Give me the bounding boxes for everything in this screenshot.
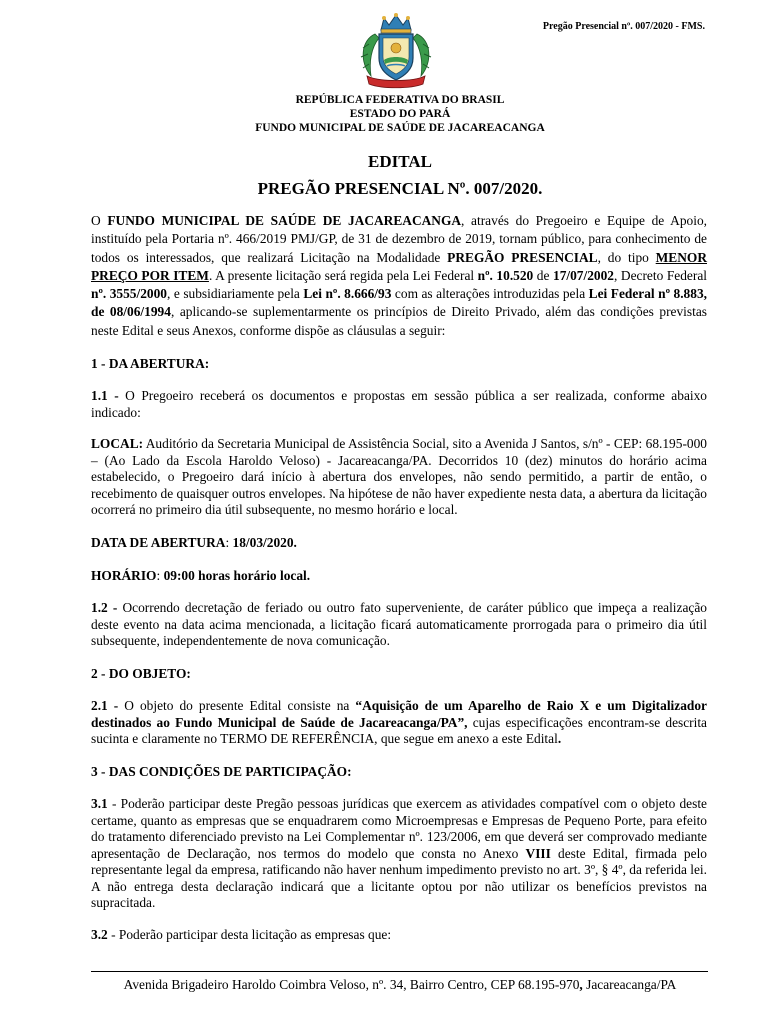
clause-text: . — [557, 731, 562, 747]
intro-text: , aplicando-se suplementarmente os princípios de Direito Privado, além das condições previstas neste Edital e seus Anexos, conforme dispõe as cláusulas a seguir: — [91, 304, 707, 338]
municipal-coat-of-arms-icon — [353, 10, 439, 90]
document-subtitle: PREGÃO PRESENCIAL Nº. 007/2020. — [257, 179, 543, 198]
document-title: EDITAL — [368, 152, 432, 171]
clause-2-1 — [91, 698, 707, 748]
intro-bid-type: MENOR PREÇO POR ITEM — [91, 249, 707, 283]
clause-label: 3.1 — [91, 796, 108, 812]
clause-text: cujas especificações encontram-se descrita sucinta e claramente no TERMO DE REFERÊNCIA, que segue em anexo a este Edital — [91, 714, 708, 747]
opening-date-value: 18/03/2020. — [232, 534, 297, 550]
footer-street: Avenida Brigadeiro Haroldo Coimbra Veloso, nº. 34, Bairro Centro, CEP 68.195-970 — [123, 977, 580, 992]
clause-1-2 — [91, 600, 707, 650]
intro-text: . A presente licitação será regida pela Lei Federal — [208, 267, 478, 283]
opening-time-label: HORÁRIO — [91, 568, 157, 584]
intro-text: , Decreto Federal — [614, 267, 707, 283]
issuer-state: ESTADO DO PARÁ — [349, 108, 451, 120]
separator: : — [225, 534, 233, 550]
clause-text: O Pregoeiro receberá os documentos e propostas em sessão pública a ser realizada, conforme abaixo indicado: — [91, 388, 708, 420]
annex-reference: VIII — [525, 845, 551, 861]
clause-text: Ocorrendo decretação de feriado ou outro fato superveniente, de caráter público que impeça a realização deste evento na data acima mencionada, a licitação ficará automaticamente prorrogada para o primeiro dia útil subsequente, independentemente de nova comunicação. — [91, 600, 708, 649]
section-3-heading: 3 - DAS CONDIÇÕES DE PARTICIPAÇÃO: — [91, 763, 352, 779]
opening-date — [91, 534, 707, 552]
intro-text: O — [91, 213, 108, 228]
section-2-heading: 2 - DO OBJETO: — [91, 665, 191, 681]
footer-city: Jacareacanga/PA — [586, 977, 677, 992]
clause-3-1 — [91, 796, 707, 912]
intro-law-number: nº. 10.520 — [477, 267, 534, 283]
clause-label: 2.1 - — [91, 698, 119, 714]
intro-decree: nº. 3555/2000 — [91, 286, 168, 302]
intro-paragraph — [91, 212, 707, 340]
section-1-heading: 1 - DA ABERTURA: — [91, 356, 210, 372]
clause-text: - Poderão participar deste Pregão pessoas jurídicas que exercem as atividades compatível com o objeto deste certame, quanto as empresas que se enquadrarem como Microempresas e Empresas de Pequeno Porte, para efeito do tratamento diferenciado previsto na Lei Complementar nº. 123/2006, em que deverá ser comprovado mediante apresentação de Declaração, nos termos do modelo que consta no Anexo — [91, 796, 707, 861]
clause-text: - Poderão participar desta licitação as empresas que: — [107, 926, 392, 942]
separator: , — [579, 977, 587, 992]
document-body — [91, 212, 707, 958]
clause-1-1 — [91, 388, 707, 421]
intro-law-8666: Lei nº. 8.666/93 — [303, 286, 392, 302]
intro-law-date: 17/07/2002 — [553, 267, 615, 283]
footer-address — [0, 977, 770, 993]
opening-time-value: 09:00 horas horário local. — [163, 568, 311, 584]
intro-text: com as alterações introduzidas pela — [391, 286, 589, 302]
clause-3-2 — [91, 927, 707, 944]
opening-date-label: DATA DE ABERTURA — [91, 534, 226, 550]
intro-modality: PREGÃO PRESENCIAL — [447, 249, 598, 265]
footer-divider — [91, 971, 708, 972]
running-header: Pregão Presencial nº. 007/2020 - FMS. — [542, 21, 705, 32]
local-paragraph — [91, 436, 707, 519]
intro-text: , e subsidiariamente pela — [167, 286, 304, 302]
intro-organization: FUNDO MUNICIPAL DE SAÚDE DE JACAREACANGA — [107, 213, 462, 228]
issuer-country: REPÚBLICA FEDERATIVA DO BRASIL — [295, 94, 505, 106]
issuer-block — [0, 93, 770, 135]
clause-label: 3.2 — [91, 926, 108, 942]
intro-law-8883: Lei Federal nº 8.883, de 08/06/1994 — [91, 286, 707, 320]
intro-text: , do tipo — [597, 249, 656, 265]
clause-label: 1.2 - — [91, 600, 118, 616]
intro-text: , através do Pregoeiro e Equipe de Apoio, instituído pela Portaria nº. 466/2019 PMJ/GP, de 31 de dezembro de 2019, tornam público, para conhecimento de todos os interessados, que realizará Licitação na Modalidade — [91, 213, 707, 265]
clause-text: deste Edital, firmada pelo representante legal da empresa, ratificando não haver nenhum impedimento previsto no art. 3º, § 4º, da referida lei. A não entrega desta declaração indicará que a licitante optou por não utilizar os benefícios previstos na supracitada. — [91, 845, 707, 911]
procurement-object: “Aquisição de um Aparelho de Raio X e um Digitalizador destinados ao Fundo Municipal de Saúde de Jacareacanga/PA”, — [91, 698, 708, 730]
local-text: Auditório da Secretaria Municipal de Assistência Social, sito a Avenida J Santos, s/nº - CEP: 68.195-000 – (Ao Lado da Escola Haroldo Veloso) - Jacareacanga/PA. Decorridos 10 (dez) minutos do horário acima estabelecido, o Pregoeiro dará início à abertura dos envelopes, não sendo permitido, a partir de então, o recebimento de quaisquer outros envelopes. Na hipótese de não haver expediente nesta data, a abertura da licitação ocorrerá no primeiro dia útil subsequente, no mesmo horário e local. — [91, 436, 707, 518]
opening-time — [91, 567, 707, 585]
clause-text: O objeto do presente Edital consiste na — [118, 698, 356, 714]
issuer-fund: FUNDO MUNICIPAL DE SAÚDE DE JACAREACANGA — [255, 122, 545, 134]
intro-text: de — [533, 267, 553, 283]
separator: : — [156, 568, 164, 584]
clause-label: 1.1 - — [91, 388, 119, 404]
local-label: LOCAL: — [91, 436, 144, 452]
